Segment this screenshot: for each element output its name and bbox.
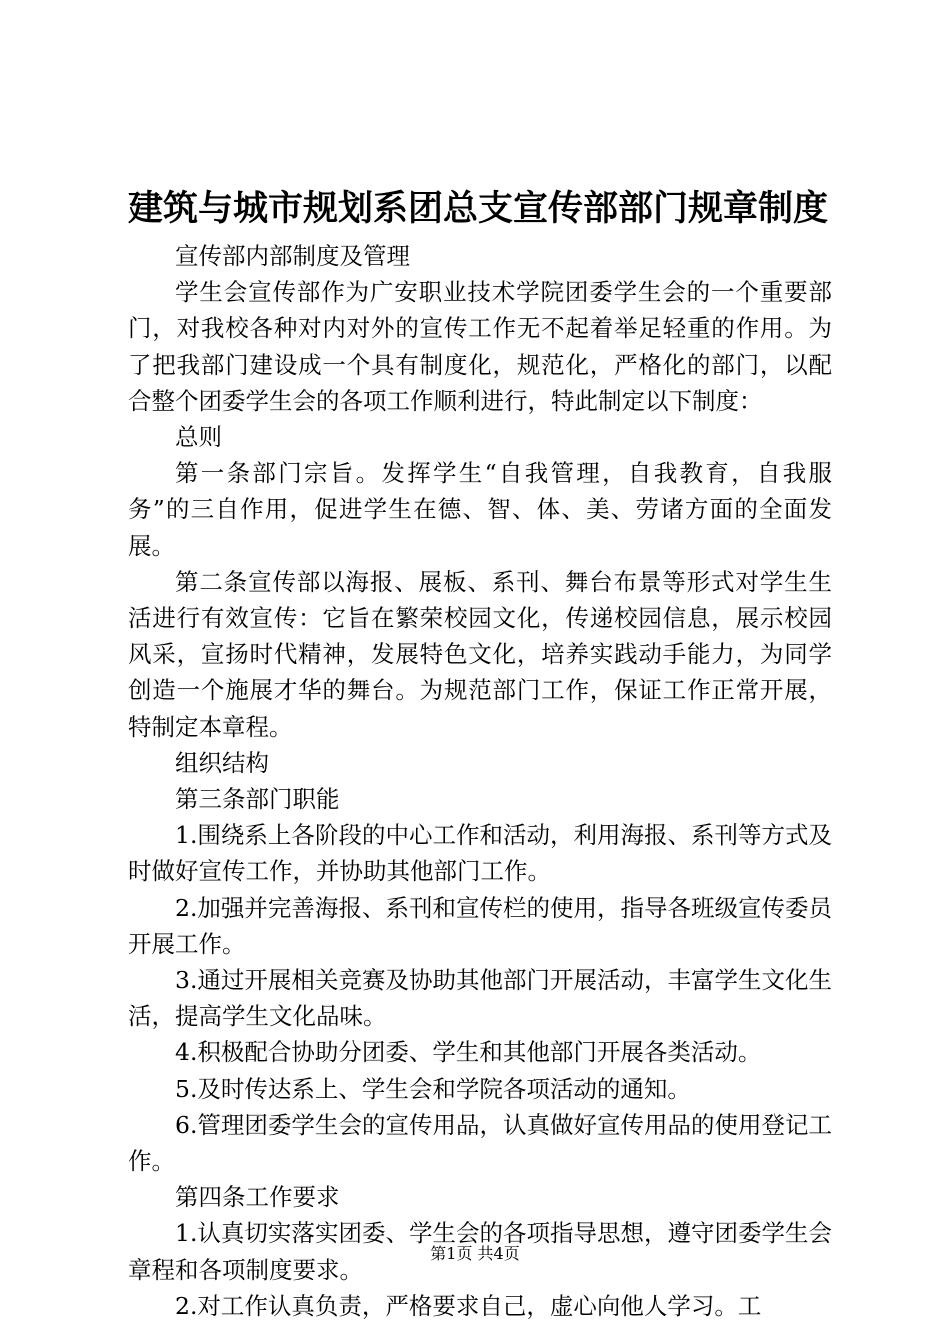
document-title: 建筑与城市规划系团总支宣传部部门规章制度 <box>128 188 829 229</box>
paragraph: 1.认真切实落实团委、学生会的各项指导思想，遵守团委学生会章程和各项制度要求。 <box>128 1219 832 1284</box>
paragraph: 2.对工作认真负责，严格要求自己，虚心向他人学习。工 <box>175 1291 762 1320</box>
paragraph: 第二条宣传部以海报、展板、系刊、舞台布景等形式对学生生活进行有效宣传：它旨在繁荣校园文化，传递校园信息，展示校园风采，宣扬时代精神，发展特色文化，培养实践动手能力，为同学创造一个施展才华的舞台。为规范部门工作，保证工作正常开展，特制定本章程。 <box>128 567 832 741</box>
paragraph: 学生会宣传部作为广安职业技术学院团委学生会的一个重要部门，对我校各种对内对外的宣传工作无不起着举足轻重的作用。为了把我部门建设成一个具有制度化，规范化，严格化的部门，以配合整个团委学生会的各项工作顺利进行，特此制定以下制度： <box>128 278 832 415</box>
paragraph: 第四条工作要求 <box>175 1183 340 1212</box>
paragraph: 1.围绕系上各阶段的中心工作和活动，利用海报、系刊等方式及时做好宣传工作，并协助其他部门工作。 <box>128 821 832 886</box>
paragraph: 2.加强并完善海报、系刊和宣传栏的使用，指导各班级宣传委员开展工作。 <box>128 893 832 958</box>
paragraph: 第一条部门宗旨。发挥学生“自我管理，自我教育，自我服务”的三自作用，促进学生在德、智、体、美、劳诸方面的全面发展。 <box>128 459 832 560</box>
paragraph: 5.及时传达系上、学生会和学院各项活动的通知。 <box>175 1074 691 1103</box>
paragraph: 4.积极配合协助分团委、学生和其他部门开展各类活动。 <box>175 1038 762 1067</box>
document-body <box>128 238 832 1324</box>
paragraph: 宣传部内部制度及管理 <box>175 242 410 270</box>
paragraph: 组织结构 <box>175 748 269 777</box>
paragraph: 3.通过开展相关竞赛及协助其他部门开展活动，丰富学生文化生活，提高学生文化品味。 <box>128 966 832 1031</box>
page-number: 第1页 共4页 <box>430 1244 520 1263</box>
paragraph: 总则 <box>175 423 222 452</box>
paragraph: 6.管理团委学生会的宣传用品，认真做好宣传用品的使用登记工作。 <box>128 1110 832 1176</box>
paragraph: 第三条部门职能 <box>175 785 340 814</box>
page-footer <box>0 1244 950 1264</box>
